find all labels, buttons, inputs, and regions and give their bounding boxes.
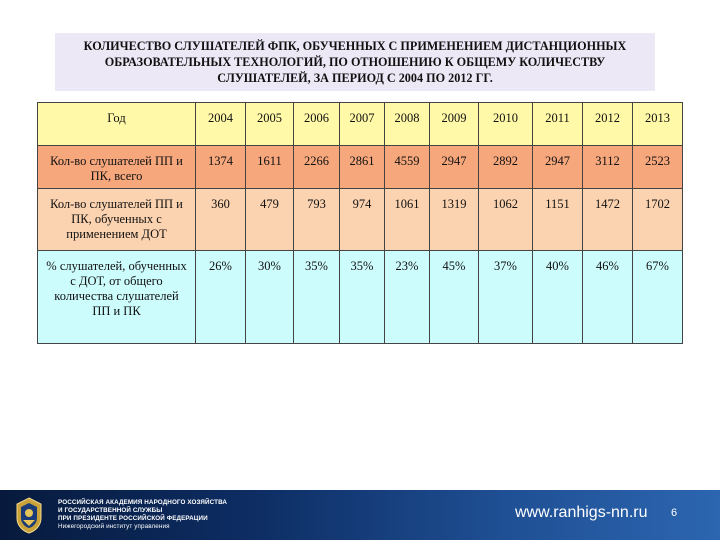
- year-header-cell: 2013: [633, 103, 683, 146]
- value-cell: 26%: [196, 251, 246, 344]
- year-header-cell: 2008: [385, 103, 430, 146]
- value-cell: 1611: [246, 146, 294, 189]
- website-link[interactable]: www.ranhigs-nn.ru: [515, 504, 648, 521]
- value-cell: 1374: [196, 146, 246, 189]
- value-cell: 2266: [294, 146, 340, 189]
- value-cell: 2861: [340, 146, 385, 189]
- row-label-cell: Кол-во слушателей ПП и ПК, обученных с применением ДОТ: [38, 189, 196, 251]
- value-cell: 37%: [479, 251, 533, 344]
- table-body: [38, 103, 683, 344]
- value-cell: 1702: [633, 189, 683, 251]
- org-line: РОССИЙСКАЯ АКАДЕМИЯ НАРОДНОГО ХОЗЯЙСТВА: [58, 499, 228, 506]
- value-cell: 1061: [385, 189, 430, 251]
- year-header-cell: 2010: [479, 103, 533, 146]
- year-header-cell: 2012: [583, 103, 633, 146]
- value-cell: 2947: [430, 146, 479, 189]
- table-row: [38, 251, 683, 344]
- data-table: [37, 102, 683, 344]
- value-cell: 23%: [385, 251, 430, 344]
- year-header-cell: 2009: [430, 103, 479, 146]
- table-row: [38, 146, 683, 189]
- value-cell: 2892: [479, 146, 533, 189]
- value-cell: 45%: [430, 251, 479, 344]
- year-header-cell: 2005: [246, 103, 294, 146]
- value-cell: 1319: [430, 189, 479, 251]
- organization-name: [58, 499, 227, 531]
- table-row: [38, 189, 683, 251]
- org-line: ПРИ ПРЕЗИДЕНТЕ РОССИЙСКОЙ ФЕДЕРАЦИИ: [58, 515, 208, 522]
- page-number: 6: [671, 507, 678, 519]
- value-cell: 1151: [533, 189, 583, 251]
- value-cell: 1062: [479, 189, 533, 251]
- year-header-cell: 2006: [294, 103, 340, 146]
- value-cell: 46%: [583, 251, 633, 344]
- value-cell: 2947: [533, 146, 583, 189]
- year-header-cell: 2007: [340, 103, 385, 146]
- value-cell: 35%: [340, 251, 385, 344]
- value-cell: 30%: [246, 251, 294, 344]
- year-header-cell: 2004: [196, 103, 246, 146]
- value-cell: 35%: [294, 251, 340, 344]
- row-label-cell: Кол-во слушателей ПП и ПК, всего: [38, 146, 196, 189]
- slide-title: КОЛИЧЕСТВО СЛУШАТЕЛЕЙ ФПК, ОБУЧЕННЫХ С ПРИМЕНЕНИЕМ ДИСТАНЦИОННЫХ ОБРАЗОВАТЕЛЬНЫХ ТЕХНОЛОГИЙ, ПО ОТНОШЕНИЮ К ОБЩЕМУ КОЛИЧЕСТВУ СЛУШАТЕЛЕЙ, ЗА ПЕРИОД С 2004 ПО 2012 ГГ.: [55, 33, 655, 91]
- row-label-cell: % слушателей, обученных с ДОТ, от общего количества слушателей ПП и ПК: [38, 251, 196, 344]
- value-cell: 479: [246, 189, 294, 251]
- value-cell: 3112: [583, 146, 633, 189]
- value-cell: 1472: [583, 189, 633, 251]
- academy-emblem-icon: [14, 496, 44, 534]
- header-label-cell: Год: [38, 103, 196, 146]
- value-cell: 4559: [385, 146, 430, 189]
- value-cell: 360: [196, 189, 246, 251]
- value-cell: 793: [294, 189, 340, 251]
- value-cell: 2523: [633, 146, 683, 189]
- table-row: [38, 103, 683, 146]
- org-line: Нижегородский институт управления: [58, 523, 170, 530]
- value-cell: 40%: [533, 251, 583, 344]
- value-cell: 974: [340, 189, 385, 251]
- org-line: И ГОСУДАРСТВЕННОЙ СЛУЖБЫ: [58, 507, 163, 514]
- footer-bar: [0, 490, 720, 540]
- value-cell: 67%: [633, 251, 683, 344]
- year-header-cell: 2011: [533, 103, 583, 146]
